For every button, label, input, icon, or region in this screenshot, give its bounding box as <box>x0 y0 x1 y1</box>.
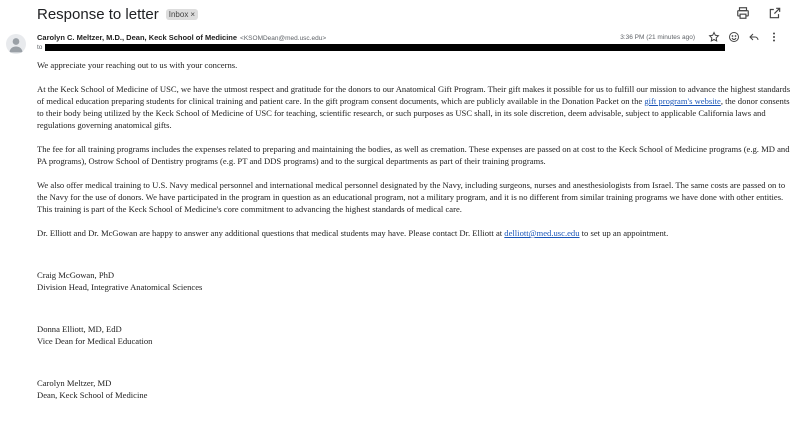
emoji-icon[interactable] <box>728 31 740 43</box>
email-body <box>37 59 792 401</box>
body-paragraph: At the Keck School of Medicine of USC, we have the utmost respect and gratitude for the donors to our Anatomical Gift Program. Their gift makes it possible for us to fulfill our mission to advance the highest standards of medical education preparing students for clinical training and patient care. In the gift program consent documents, which are publicly available in the Donation Packet on the gift program's website, the donor consents to their body being utilized by the Keck School of Medicine of USC for teaching, scientific research, or such purposes as USC shall, in its sole discretion, deem advisable, subject to applicable California laws and regulations governing anatomical gifts. <box>37 84 791 130</box>
avatar-icon <box>6 34 26 54</box>
body-paragraph: We appreciate your reaching out to us with your concerns. <box>37 60 238 70</box>
sender-email: <KSOMDean@med.usc.edu> <box>240 35 327 42</box>
signature-title: Dean, Keck School of Medicine <box>37 390 148 400</box>
top-toolbar <box>736 6 782 20</box>
signature-name: Donna Elliott, MD, EdD <box>37 324 122 334</box>
message-actions <box>620 31 780 43</box>
signature-name: Carolyn Meltzer, MD <box>37 378 112 388</box>
body-paragraph: The fee for all training programs includes the expenses related to preparing and maintaining the bodies, as well as cremation. These expenses are passed on at cost to the Keck School of Medicine programs (e.g. MD and PA programs), Ostrow School of Dentistry programs (e.g. PT and DDS programs) and to the surgical departments as part of their training programs. <box>37 144 790 166</box>
avatar <box>6 34 26 54</box>
signature-title: Vice Dean for Medical Education <box>37 336 153 346</box>
to-label: to <box>37 44 43 51</box>
subject-row <box>37 4 198 24</box>
star-icon[interactable] <box>708 31 720 43</box>
signature-title: Division Head, Integrative Anatomical Sciences <box>37 282 203 292</box>
reply-icon[interactable] <box>748 31 760 43</box>
inbox-label-text: Inbox <box>168 9 189 19</box>
body-paragraph: We also offer medical training to U.S. Navy medical personnel and international medical personnel designated by the Navy, including surgeons, nurses and anesthesiologists from Israel. The same costs are passed on to the Navy for the use of donors. We have participated in the program in question as an educational program, not a military program, and it is no different from similar training programs we have done with other entities. This training is part of the Keck School of Medicine's core commitment to advancing the highest standards of medical care. <box>37 180 786 214</box>
timestamp: 3:36 PM (21 minutes ago) <box>620 33 695 41</box>
print-icon[interactable] <box>736 6 750 20</box>
open-in-new-icon[interactable] <box>768 6 782 20</box>
recipient-row[interactable] <box>37 44 725 51</box>
inbox-label-chip[interactable] <box>166 9 198 20</box>
redacted-recipients <box>45 44 725 51</box>
email-link[interactable]: delliott@med.usc.edu <box>504 228 580 238</box>
gift-program-link[interactable]: gift program's website <box>644 96 721 106</box>
signature-name: Craig McGowan, PhD <box>37 270 115 280</box>
body-paragraph: Dr. Elliott and Dr. McGowan are happy to answer any additional questions that medical students may have. Please contact Dr. Elliott at delliott@med.usc.edu to set up an appointment. <box>37 228 669 238</box>
email-subject: Response to letter <box>37 5 159 23</box>
sender-name: Carolyn C. Meltzer, M.D., Dean, Keck School of Medicine <box>37 33 238 42</box>
label-close-icon[interactable]: × <box>190 9 195 19</box>
more-vert-icon[interactable] <box>768 31 780 43</box>
sender-row <box>37 33 326 42</box>
